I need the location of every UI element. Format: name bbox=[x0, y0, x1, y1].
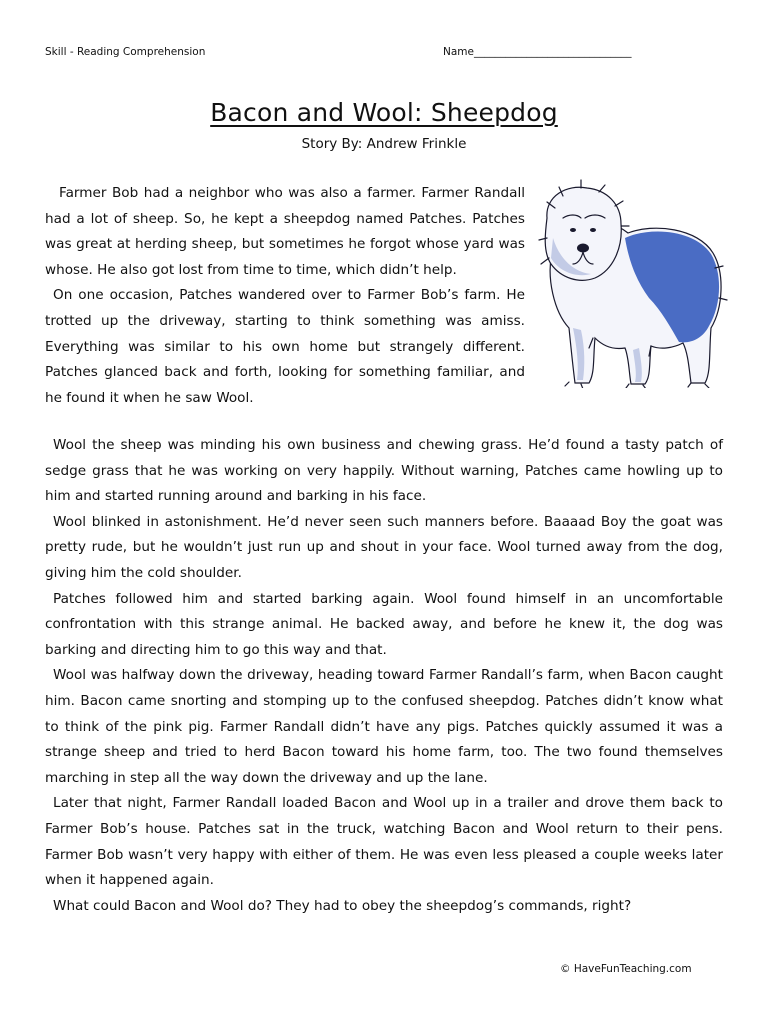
story-paragraph: Patches followed him and started barking again. Wool found himself in an uncomfortable confrontation with this strange animal. He backed away, and before he knew it, the dog was barking and directing him to go this way and that. bbox=[45, 590, 723, 658]
story-paragraph: Later that night, Farmer Randall loaded Bacon and Wool up in a trailer and drove them back to Farmer Bob’s house. Patches sat in the truck, watching Bacon and Wool return to their pens. Farmer Bob wasn’t very happy with either of them. He was even less pleased a couple weeks later when it happened again. bbox=[45, 795, 723, 889]
story-paragraph: Wool was halfway down the driveway, heading toward Farmer Randall’s farm, when Bacon caught him. Bacon came snorting and stomping up to the confused sheepdog. Patches didn’t know what to think of the pink pig. Farmer Randall didn’t have any pigs. Patches quickly assumed it was a strange sheep and tried to herd Bacon toward his home farm, too. The two found themselves marching in step all the way down the driveway and up the lane. bbox=[45, 667, 723, 786]
dog-eye-right bbox=[590, 228, 596, 232]
dog-nose bbox=[577, 244, 589, 253]
copyright-footer: © HaveFunTeaching.com bbox=[560, 963, 692, 975]
story-paragraph: Wool blinked in astonishment. He’d never seen such manners before. Baaaad Boy the goat was pretty rude, but he wouldn’t just run up and shout in your face. Wool turned away from the dog, giving him the cold shoulder. bbox=[45, 513, 723, 581]
story-body bbox=[45, 433, 723, 919]
skill-label: Skill - Reading Comprehension bbox=[45, 46, 206, 58]
sheepdog-illustration-icon bbox=[533, 178, 729, 388]
worksheet-header bbox=[45, 44, 725, 62]
story-paragraph: Wool the sheep was minding his own business and chewing grass. He’d found a tasty patch of sedge grass that he was working on very happily. Without warning, Patches came howling up to him and started running around and barking in his face. bbox=[45, 437, 723, 505]
story-title: Bacon and Wool: Sheepdog bbox=[210, 98, 558, 127]
story-paragraph: On one occasion, Patches wandered over to Farmer Bob’s farm. He trotted up the driveway, starting to think something was amiss. Everything was similar to his own home but strangely different. Patches glanced back and forth, looking for something familiar, and he found it when he saw Wool. bbox=[45, 287, 525, 406]
story-byline: Story By: Andrew Frinkle bbox=[301, 136, 467, 152]
dog-eye-left bbox=[570, 228, 576, 232]
story-intro bbox=[45, 181, 525, 411]
story-paragraph: What could Bacon and Wool do? They had to obey the sheepdog’s commands, right? bbox=[53, 897, 632, 914]
name-field-label: Name______________________________ bbox=[443, 46, 632, 58]
story-paragraph: Farmer Bob had a neighbor who was also a farmer. Farmer Randall had a lot of sheep. So, he kept a sheepdog named Patches. Patches was great at herding sheep, but sometimes he forgot whose yard was whose. He also got lost from time to time, which didn’t help. bbox=[45, 185, 525, 278]
dog-head bbox=[545, 187, 621, 280]
